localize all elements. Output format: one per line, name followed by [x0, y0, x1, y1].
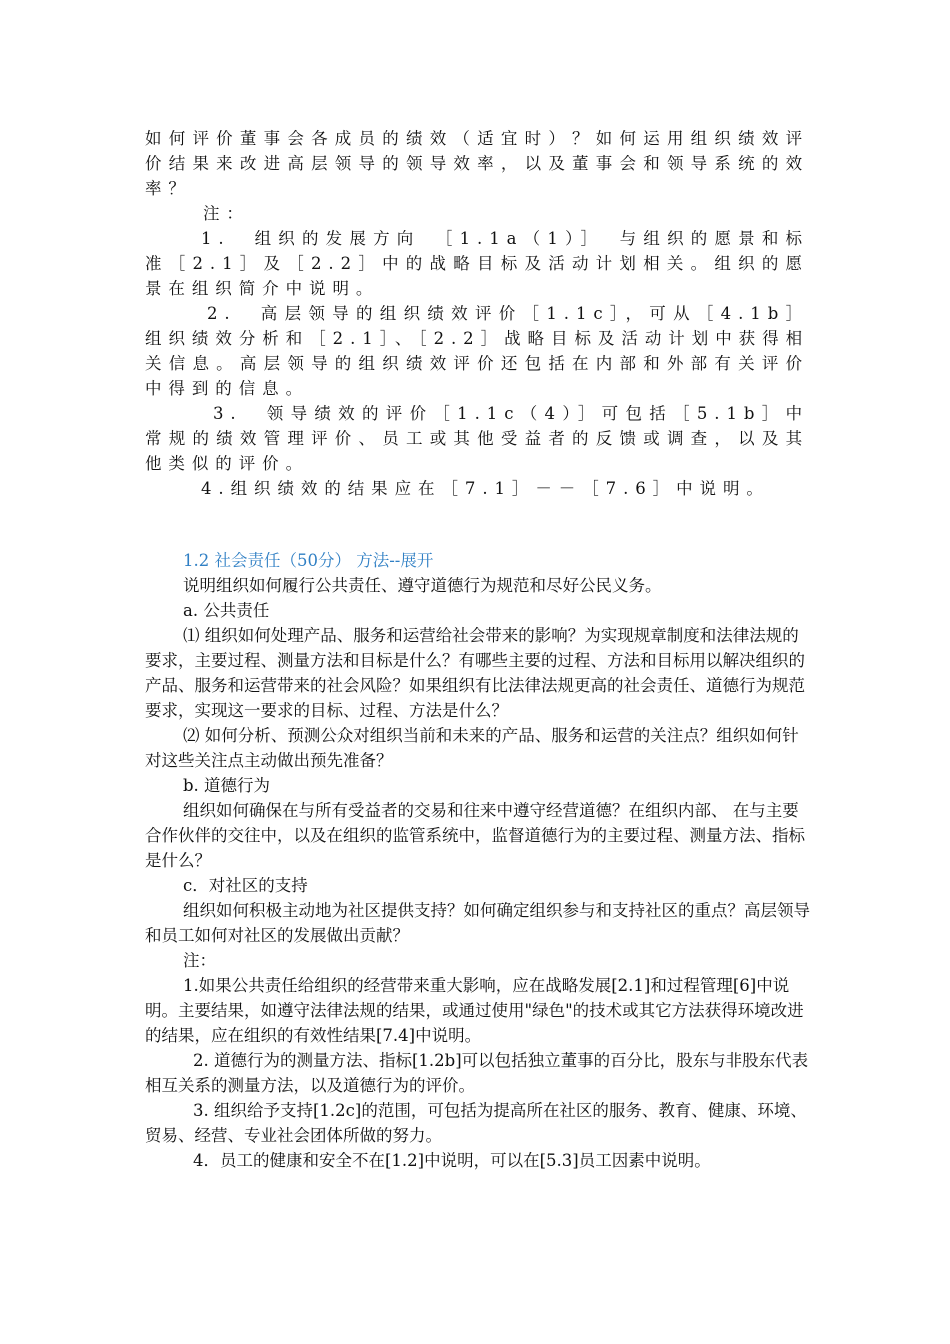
note-item-4: 4.组织绩效的结果应在［7.1］－－［7.6］中说明。: [201, 479, 770, 498]
subsection-a-label: a. 公共责任: [183, 601, 270, 620]
note-label: 注：: [183, 951, 216, 970]
evaluation-question: 如何评价董事会各成员的绩效（适宜时）？如何运用组织绩效评价结果来改进高层领导的领导效率，以及董事会和领导系统的效率？: [145, 129, 809, 198]
note-item-1: 1. 组织的发展方向 ［1.1a（1）］ 与组织的愿景和标准［2.1］及［2.2］中的战略目标及活动计划相关。组织的愿景在组织简介中说明。: [145, 229, 809, 298]
note-item-2: 2. 道德行为的测量方法、指标[1.2b]可以包括独立董事的百分比，股东与非股东代表相互关系的测量方法，以及道德行为的评价。: [145, 1051, 809, 1095]
note-item-3: 3. 领导绩效的评价［1.1c（4）］可包括［5.1b］中常规的绩效管理评价、员工或其他受益者的反馈或调查，以及其他类似的评价。: [145, 404, 809, 473]
subsection-b-label: b. 道德行为: [183, 776, 271, 795]
subsection-a-item-2: ⑵ 如何分析、预测公众对组织当前和未来的产品、服务和运营的关注点？组织如何针对这些关注点主动做出预先准备？: [145, 726, 799, 770]
subsection-c-label: c．对社区的支持: [183, 876, 308, 895]
subsection-a-item-1: ⑴ 组织如何处理产品、服务和运营给社会带来的影响？为实现规章制度和法律法规的要求，主要过程、测量方法和目标是什么？有哪些主要的过程、方法和目标用以解决组织的产品、服务和运营带来的社会风险？如果组织有比法律法规更高的社会责任、道德行为规范要求，实现这一要求的目标、过程、方法是什么？: [145, 626, 805, 720]
note-item-2: 2. 高层领导的组织绩效评价［1.1c］，可从［4.1b］组织绩效分析和［2.1］、［2.2］战略目标及活动计划中获得相关信息。高层领导的组织绩效评价还包括在内部和外部有关评价中得到的信息。: [145, 304, 809, 398]
note-item-1: 1.如果公共责任给组织的经营带来重大影响，应在战略发展[2.1]和过程管理[6]中说明。主要结果，如遵守法律法规的结果，或通过使用"绿色"的技术或其它方法获得环境改进的结果，应在组织的有效性结果[7.4]中说明。: [145, 976, 804, 1045]
section-intro: 说明组织如何履行公共责任、遵守道德行为规范和尽好公民义务。: [183, 576, 662, 595]
section-heading: 1.2 社会责任（50分） 方法--展开: [183, 551, 434, 570]
section-1-2: [145, 548, 815, 1173]
note-item-4: 4．员工的健康和安全不在[1.2]中说明，可以在[5.3]员工因素中说明。: [193, 1151, 711, 1170]
note-item-3: 3. 组织给予支持[1.2c]的范围，可包括为提高所在社区的服务、教育、健康、环境、贸易、经营、专业社会团体所做的努力。: [145, 1101, 807, 1145]
note-label: 注：: [203, 204, 250, 223]
subsection-b-text: 组织如何确保在与所有受益者的交易和往来中遵守经营道德？在组织内部、 在与主要合作伙伴的交往中，以及在组织的监管系统中，监督道德行为的主要过程、测量方法、指标是什么？: [145, 801, 805, 870]
previous-section-continuation: [145, 126, 809, 501]
subsection-c-text: 组织如何积极主动地为社区提供支持？如何确定组织参与和支持社区的重点？高层领导和员工如何对社区的发展做出贡献？: [145, 901, 810, 945]
